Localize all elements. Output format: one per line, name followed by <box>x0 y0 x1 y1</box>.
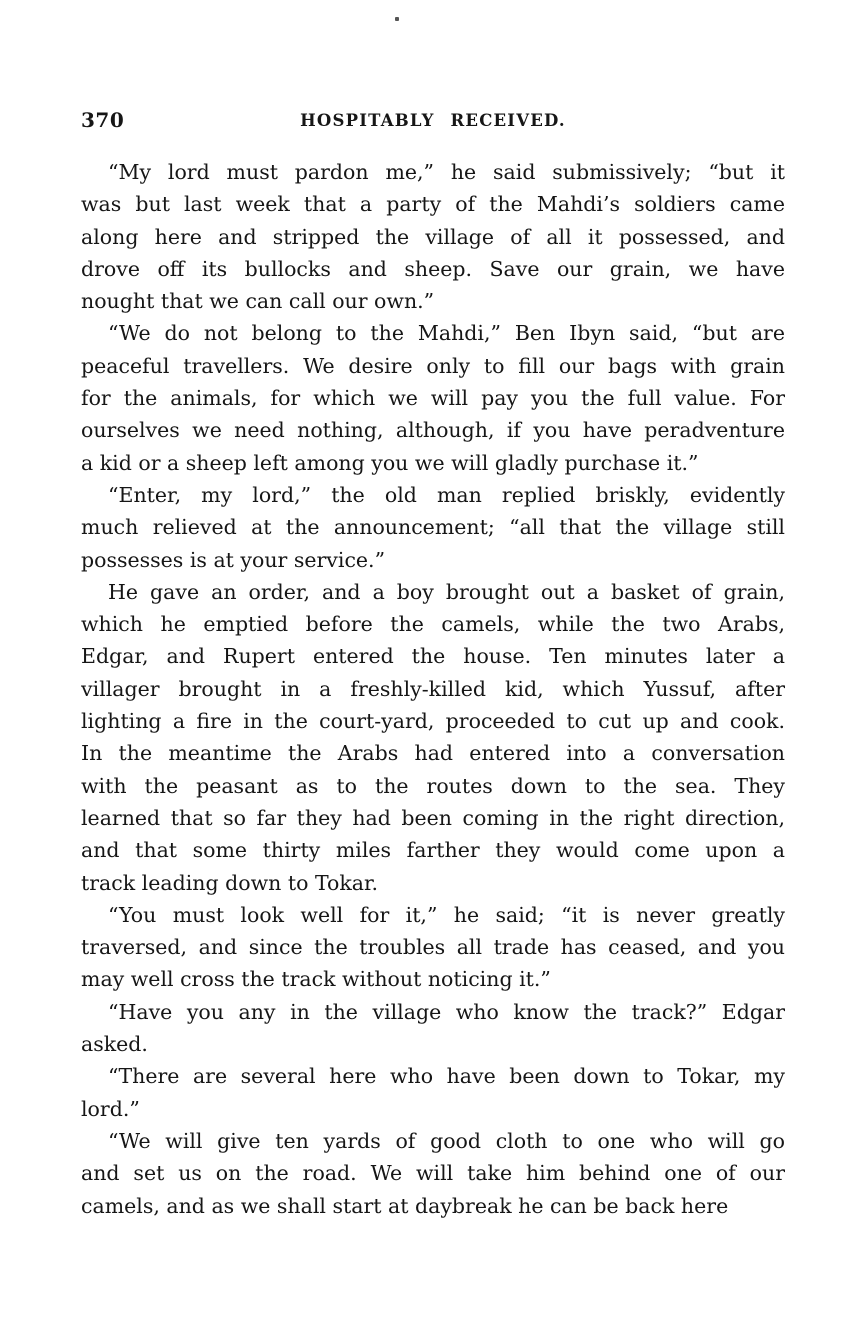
paragraph <box>81 1060 785 1125</box>
text-line: nought that we can call our own.” <box>81 289 435 314</box>
text-line: lighting a fire in the court-yard, proceeded to cut up and cook. <box>81 709 785 734</box>
text-line: with the peasant as to the routes down to the sea. They <box>81 773 785 798</box>
text-line: In the meantime the Arabs had entered into a conversation <box>81 741 785 766</box>
text-line: Edgar, and Rupert entered the house. Ten minutes later a <box>81 644 785 669</box>
text-line: asked. <box>81 1032 148 1057</box>
text-line: “We will give ten yards of good cloth to one who will go <box>108 1128 785 1153</box>
text-line: which he emptied before the camels, while the two Arabs, <box>81 612 785 637</box>
text-line: drove off its bullocks and sheep. Save our grain, we have <box>81 256 785 281</box>
text-line: villager brought in a freshly-killed kid, which Yussuf, after <box>81 676 785 701</box>
text-line: camels, and as we shall start at daybreak he can be back here <box>81 1193 729 1218</box>
text-line: learned that so far they had been coming in the right direction, <box>81 805 785 830</box>
text-line: “Have you any in the village who know the track?” Edgar <box>108 999 785 1024</box>
paragraph <box>81 156 785 317</box>
running-header: HOSPITABLY RECEIVED. <box>300 111 566 130</box>
page-number: 370 <box>81 108 125 132</box>
text-line: much relieved at the announcement; “all that the village still <box>81 515 785 540</box>
page-header <box>81 108 785 134</box>
text-line: and set us on the road. We will take him behind one of our <box>81 1161 785 1186</box>
text-line: lord.” <box>81 1096 140 1121</box>
text-line: peaceful travellers. We desire only to fill our bags with grain <box>81 353 785 378</box>
scan-artifact <box>395 17 399 21</box>
paragraph <box>81 996 785 1061</box>
paragraph <box>81 576 785 899</box>
text-block <box>81 156 785 1222</box>
text-line: He gave an order, and a boy brought out a basket of grain, <box>108 579 785 604</box>
text-line: along here and stripped the village of all it possessed, and <box>81 224 785 249</box>
text-line: “You must look well for it,” he said; “it is never greatly <box>108 902 785 927</box>
text-line: for the animals, for which we will pay you the full value. For <box>81 386 785 411</box>
text-line: was but last week that a party of the Mahdi’s soldiers came <box>81 192 785 217</box>
text-line: track leading down to Tokar. <box>81 870 379 895</box>
text-line: and that some thirty miles farther they would come upon a <box>81 838 785 863</box>
text-line: “There are several here who have been down to Tokar, my <box>108 1064 785 1089</box>
text-line: “Enter, my lord,” the old man replied briskly, evidently <box>108 482 785 507</box>
text-line: possesses is at your service.” <box>81 547 386 572</box>
text-line: ourselves we need nothing, although, if you have peradventure <box>81 418 785 443</box>
text-line: a kid or a sheep left among you we will gladly purchase it.” <box>81 450 699 475</box>
text-line: “We do not belong to the Mahdi,” Ben Ibyn said, “but are <box>108 321 785 346</box>
paragraph <box>81 479 785 576</box>
text-line: may well cross the track without noticing it.” <box>81 967 551 992</box>
text-line: “My lord must pardon me,” he said submissively; “but it <box>108 160 785 184</box>
paragraph <box>81 899 785 996</box>
paragraph <box>81 1125 785 1222</box>
paragraph <box>81 317 785 478</box>
text-line: traversed, and since the troubles all trade has ceased, and you <box>81 935 785 960</box>
